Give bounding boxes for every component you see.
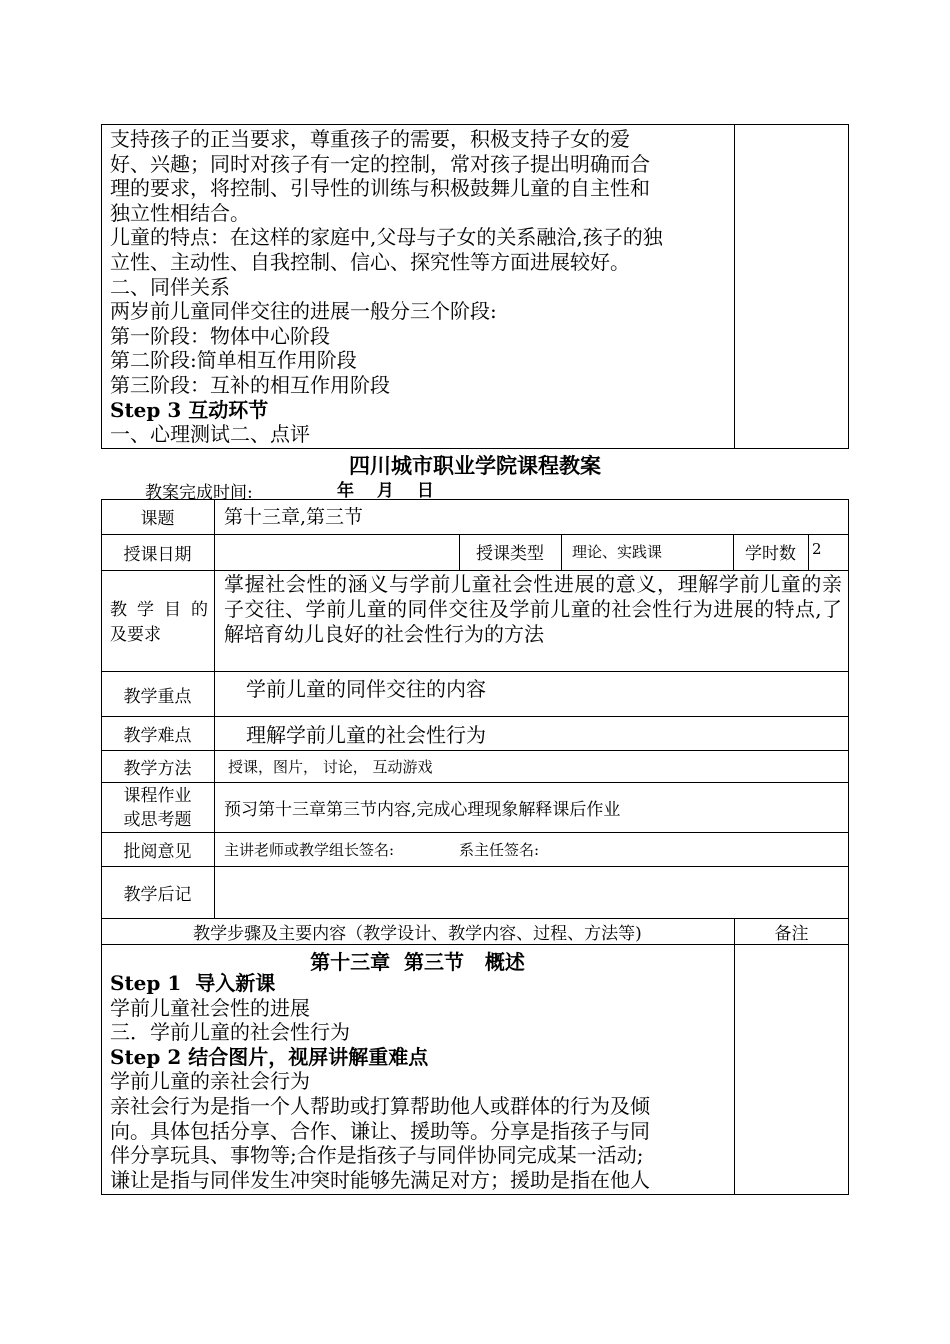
text-line: 三．学前儿童的社会性行为 (110, 1020, 350, 1045)
text-line: 两岁前儿童同伴交往的进展一般分三个阶段: (110, 299, 497, 324)
difficulty-label: 教学难点 (123, 725, 192, 746)
notes-column-header: 备注 (774, 923, 809, 944)
text-line: 好、兴趣；同时对孩子有一定的控制，常对孩子提出明确而合 (110, 151, 650, 176)
completion-date-fields: 年 月 日 (337, 481, 434, 501)
text-line: 立性、主动性、自我控制、信心、探究性等方面进展较好。 (110, 249, 630, 274)
steps-content-body (110, 971, 732, 1192)
document-title: 四川城市职业学院课程教案 (349, 453, 601, 478)
hours-value: 2 (812, 540, 822, 558)
chapter-title: 第十三章 第三节 概述 (310, 950, 525, 974)
step3-heading: Step 3 互动环节 (110, 397, 269, 422)
step3-detail: 一、心理测试二、点评 (110, 422, 310, 447)
homework-label-line: 或思考题 (123, 810, 192, 830)
difficulty-value: 理解学前儿童的社会性行为 (246, 723, 486, 747)
text-line: 亲社会行为是指一个人帮助或打算帮助他人或群体的行为及倾 (110, 1093, 650, 1118)
goal-label: 教 学 目 的及要求 (110, 600, 208, 645)
review-label: 批阅意见 (123, 841, 192, 862)
top-content-body (110, 127, 732, 447)
postscript-label: 教学后记 (123, 885, 192, 905)
date-label: 授课日期 (123, 544, 192, 565)
notes-col-rule (734, 918, 735, 1195)
col-rule (808, 534, 809, 570)
text-line: 谦让是指与同伴发生冲突时能够先满足对方；援助是指在他人 (110, 1167, 650, 1192)
homework-label-line: 课程作业 (123, 786, 192, 806)
text-line: 第二阶段:简单相互作用阶段 (110, 348, 357, 373)
key-point-label: 教学重点 (123, 687, 192, 707)
col-rule (561, 534, 562, 570)
homework-label (101, 784, 214, 832)
key-point-value: 学前儿童的同伴交往的内容 (246, 677, 486, 701)
text-line: 向。具体包括分享、合作、谦让、援助等。分享是指孩子与同 (110, 1118, 650, 1143)
topic-value: 第十三章,第三节 (224, 505, 364, 528)
hours-label: 学时数 (745, 543, 796, 564)
steps-column-header: 教学步骤及主要内容（教学设计、教学内容、过程、方法等) (193, 923, 642, 944)
review-dean-signature: 系主任签名: (459, 840, 540, 859)
method-value: 授课，图片， 讨论， 互动游戏 (228, 757, 433, 776)
text-line: 理的要求，将控制、引导性的训练与积极鼓舞儿童的自主性和 (110, 176, 650, 201)
goal-value: 掌握社会性的涵义与学前儿童社会性进展的意义，理解学前儿童的亲子交往、学前儿童的同伴交往及学前儿童的社会性行为进展的特点,了解培育幼儿良好的社会性行为的方法 (224, 572, 842, 646)
text-line: 第三阶段：互补的相互作用阶段 (110, 372, 390, 397)
lesson-type-value: 理论、实践课 (572, 542, 663, 561)
header-rule (101, 944, 849, 945)
text-line: 独立性相结合。 (110, 200, 250, 225)
text-line: 儿童的特点：在这样的家庭中,父母与子女的关系融洽,孩子的独 (110, 225, 663, 250)
method-label: 教学方法 (123, 758, 192, 779)
text-line: 学前儿童社会性的进展 (110, 995, 310, 1020)
text-line: 第一阶段：物体中心阶段 (110, 323, 330, 348)
label-col-rule (214, 499, 215, 919)
step1-heading: Step 1 导入新课 (110, 971, 276, 995)
text-line: 伴分享玩具、事物等;合作是指孩子与同伴协同完成某一活动; (110, 1143, 644, 1168)
lesson-type-label: 授课类型 (476, 543, 544, 564)
text-line: 二、同伴关系 (110, 274, 230, 299)
top-table-divider (734, 124, 735, 449)
homework-value: 预习第十三章第三节内容,完成心理现象解释课后作业 (224, 799, 621, 820)
step2-heading: Step 2 结合图片，视屏讲解重难点 (110, 1044, 429, 1069)
completion-date-label: 教案完成时间: (145, 483, 253, 503)
text-line: 支持孩子的正当要求，尊重孩子的需要，积极支持子女的爱 (110, 127, 630, 151)
topic-label: 课题 (140, 509, 175, 529)
review-teacher-signature: 主讲老师或教学组长签名: (224, 840, 395, 859)
text-line: 学前儿童的亲社会行为 (110, 1069, 310, 1094)
